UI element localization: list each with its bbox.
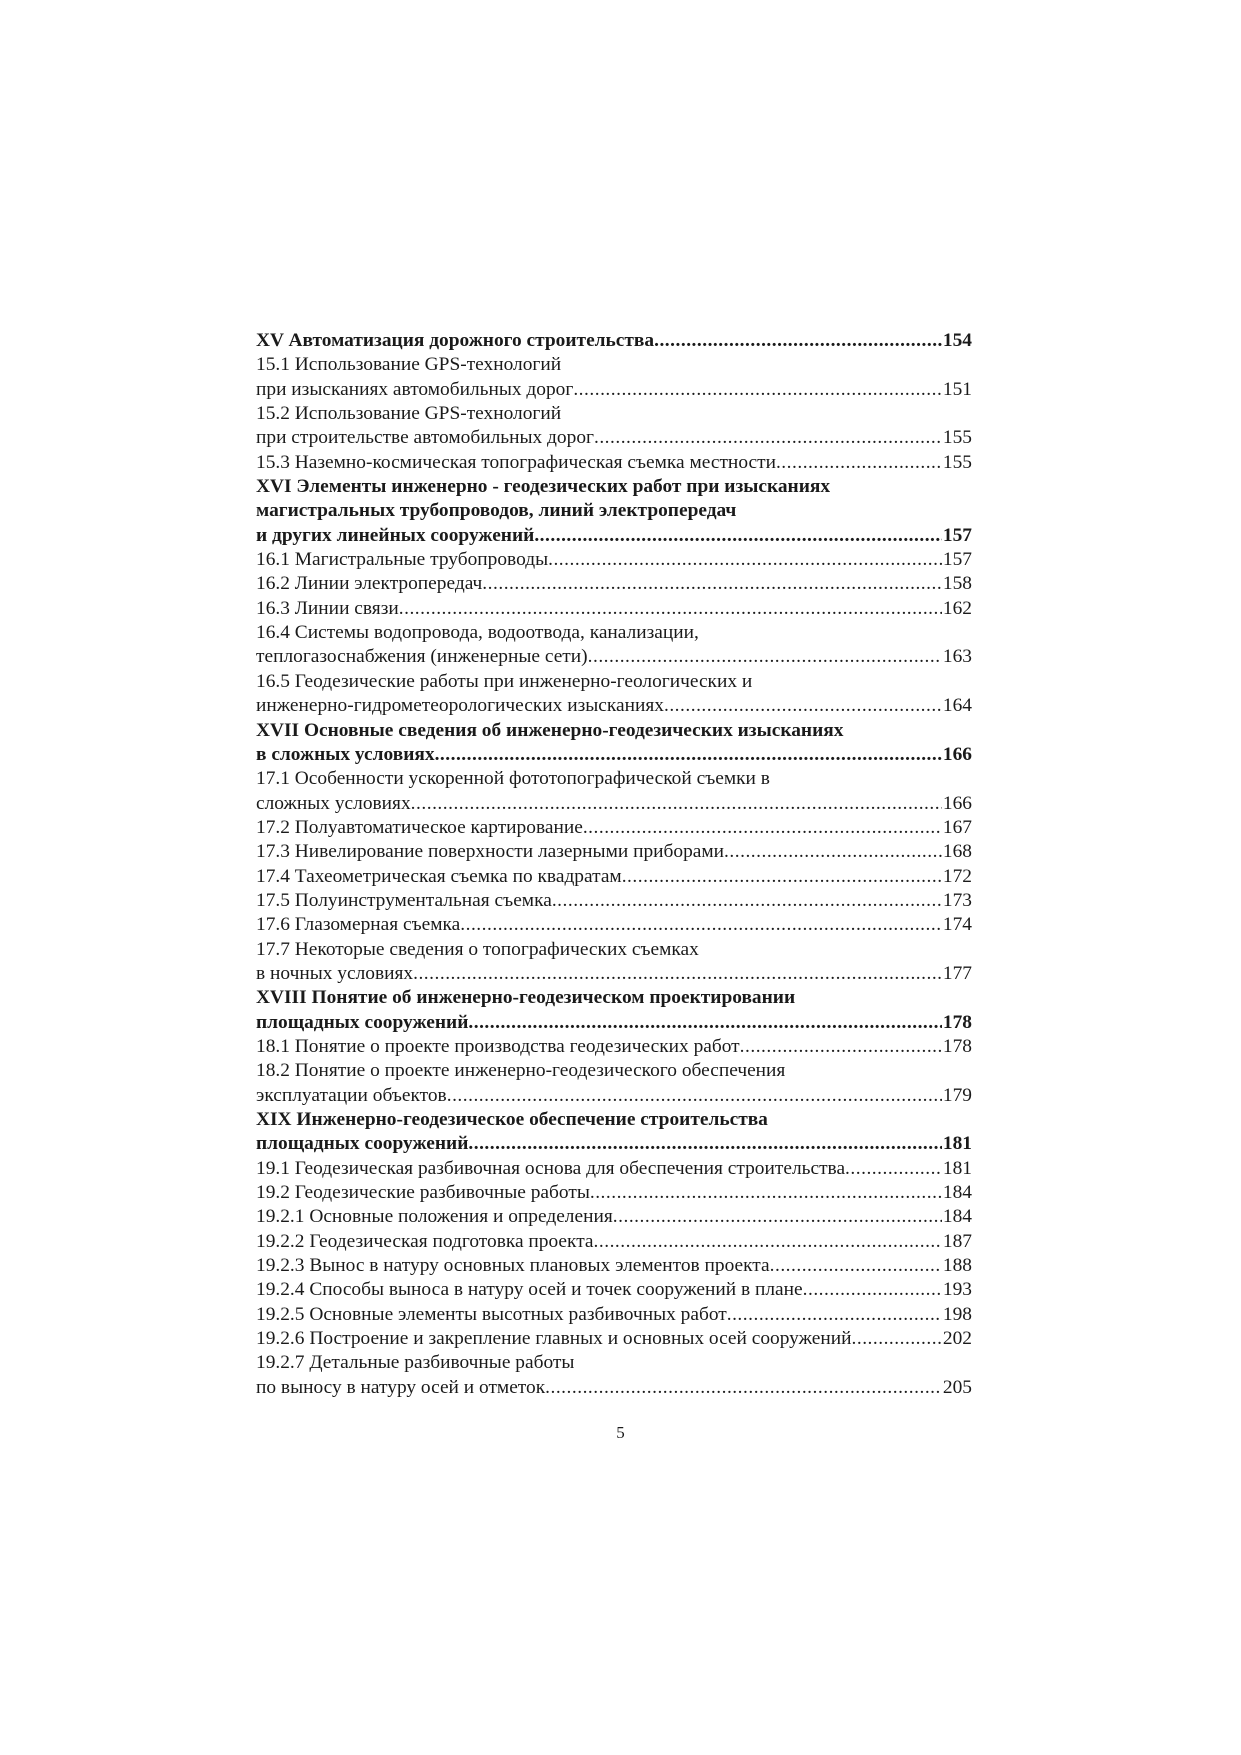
toc-page-number: 178 (942, 1011, 972, 1033)
toc-entry (256, 865, 972, 889)
toc-entry-title: в сложных условиях (256, 743, 435, 765)
toc-entry-continuation (256, 621, 972, 645)
toc-entry-title: 18.1 Понятие о проекте производства геодезических работ (256, 1035, 740, 1057)
toc-leader-dots (583, 816, 942, 840)
toc-entry-title: XVI Элементы инженерно - геодезических работ при изысканиях (256, 476, 831, 498)
toc-entry (256, 1035, 972, 1059)
toc-entry-title: 19.2 Геодезические разбивочные работы (256, 1182, 590, 1204)
toc-entry (256, 1254, 972, 1278)
toc-entry (256, 1157, 972, 1181)
toc-entry-title: 19.2.2 Геодезическая подготовка проекта (256, 1230, 594, 1252)
toc-leader-dots (588, 645, 942, 669)
toc-entry-title: 19.2.5 Основные элементы высотных разбивочных работ (256, 1303, 727, 1325)
toc-entry-title: 16.4 Системы водопровода, водоотвода, канализации, (256, 622, 699, 644)
toc-entry (256, 913, 972, 937)
toc-entry-title: 15.2 Использование GPS-технологий (256, 403, 562, 425)
toc-page-number: 168 (942, 841, 972, 863)
page-number: 5 (616, 1423, 625, 1442)
toc-entry-title: по выносу в натуру осей и отметок (256, 1376, 546, 1398)
toc-leader-dots (776, 451, 942, 475)
toc-entry-title: 16.2 Линии электропередач (256, 573, 483, 595)
toc-entry-continuation (256, 499, 972, 523)
toc-page-number: 155 (942, 427, 972, 449)
toc-entry (256, 451, 972, 475)
toc-entry-title: XIX Инженерно-геодезическое обеспечение строительства (256, 1109, 768, 1130)
toc-entry-title: 19.2.3 Вынос в натуру основных плановых элементов проекта (256, 1255, 770, 1277)
toc-entry (256, 743, 972, 767)
toc-leader-dots (590, 1181, 942, 1205)
toc-entry-continuation (256, 767, 972, 791)
toc-page-number: 177 (942, 962, 972, 984)
toc-entry (256, 840, 972, 864)
toc-leader-dots (594, 1230, 942, 1254)
toc-entry-title: эксплуатации объектов (256, 1084, 447, 1106)
toc-leader-dots (447, 1084, 942, 1108)
toc-entry-continuation (256, 670, 972, 694)
toc-entry-title: и других линейных сооружений (256, 524, 535, 546)
toc-entry-title: 17.1 Особенности ускоренной фототопографической съемки в (256, 768, 770, 790)
toc-leader-dots (399, 597, 942, 621)
toc-leader-dots (803, 1278, 942, 1302)
toc-entry (256, 694, 972, 718)
toc-page-number: 181 (942, 1133, 972, 1155)
toc-entry-title: 15.1 Использование GPS-технологий (256, 354, 562, 376)
toc-page-number: 154 (942, 330, 972, 351)
toc-entry-title: 15.3 Наземно-космическая топографическая съемка местности (256, 451, 776, 473)
toc-entry-title: 17.4 Тахеометрическая съемка по квадратам (256, 865, 622, 887)
toc-entry (256, 524, 972, 548)
toc-entry-title: при строительстве автомобильных дорог (256, 427, 594, 449)
toc-entry-title: 17.5 Полуинструментальная съемка (256, 889, 552, 911)
toc-entry-title: площадных сооружений (256, 1011, 469, 1033)
toc-leader-dots (460, 913, 942, 937)
toc-page-number: 193 (942, 1279, 972, 1301)
toc-leader-dots (435, 743, 942, 767)
toc-page-number: 187 (942, 1230, 972, 1252)
toc-entry-title: сложных условиях (256, 792, 411, 814)
toc-entry-title: XVII Основные сведения об инженерно-геодезических изысканиях (256, 719, 844, 741)
toc-entry (256, 1011, 972, 1035)
toc-entry-title: инженерно-гидрометеорологических изысканиях (256, 695, 664, 717)
toc-entry-title: 16.1 Магистральные трубопроводы (256, 549, 549, 571)
toc-leader-dots (468, 1011, 942, 1035)
toc-entry-title: площадных сооружений (256, 1133, 469, 1155)
toc-leader-dots (613, 1205, 942, 1229)
toc-leader-dots (845, 1157, 942, 1181)
toc-entry-title: 19.2.4 Способы выноса в натуру осей и точек сооружений в плане (256, 1279, 803, 1301)
toc-page-number: 198 (942, 1303, 972, 1325)
toc-entry-title: при изысканиях автомобильных дорог (256, 378, 574, 400)
toc-leader-dots (622, 865, 942, 889)
toc-page-number: 202 (942, 1328, 972, 1350)
toc-entry (256, 1278, 972, 1302)
toc-entry (256, 792, 972, 816)
toc-entry-title: 18.2 Понятие о проекте инженерно-геодезического обеспечения (256, 1060, 786, 1082)
toc-entry-continuation (256, 353, 972, 377)
toc-page-number: 188 (942, 1255, 972, 1277)
toc-entry-title: 16.5 Геодезические работы при инженерно-геологических и (256, 670, 753, 692)
toc-entry-title: 19.1 Геодезическая разбивочная основа для обеспечения строительства (256, 1157, 846, 1179)
toc-entry-continuation (256, 986, 972, 1010)
toc-leader-dots (545, 1376, 942, 1400)
toc-entry-title: 17.7 Некоторые сведения о топографических съемках (256, 938, 699, 960)
toc-leader-dots (552, 889, 942, 913)
toc-entry-continuation (256, 1059, 972, 1083)
toc-entry (256, 1084, 972, 1108)
toc-page-number: 162 (942, 597, 972, 619)
toc-entry (256, 329, 972, 353)
toc-page-number: 166 (942, 743, 972, 765)
toc-entry-title: 19.2.7 Детальные разбивочные работы (256, 1352, 575, 1374)
toc-page-number: 179 (942, 1084, 972, 1106)
toc-entry (256, 1181, 972, 1205)
toc-leader-dots (482, 572, 942, 596)
toc-entry (256, 426, 972, 450)
toc-page-number: 158 (942, 573, 972, 595)
toc-entry (256, 548, 972, 572)
toc-entry-title: 19.2.6 Построение и закрепление главных и основных осей сооружений (256, 1328, 852, 1350)
toc-entry (256, 1205, 972, 1229)
toc-entry (256, 962, 972, 986)
toc-leader-dots (468, 1132, 942, 1156)
toc-entry-continuation (256, 1108, 972, 1132)
toc-page-number: 155 (942, 451, 972, 473)
toc-entry-title: XVIII Понятие об инженерно-геодезическом проектировании (256, 987, 796, 1009)
toc-entry-title: 19.2.1 Основные положения и определения (256, 1206, 613, 1228)
toc-entry (256, 378, 972, 402)
toc-entry-continuation (256, 1351, 972, 1375)
toc-leader-dots (534, 524, 942, 548)
toc-entry-continuation (256, 402, 972, 426)
toc-entry (256, 597, 972, 621)
toc-leader-dots (664, 694, 942, 718)
toc-page-number: 164 (942, 695, 972, 717)
toc-entry-title: 16.3 Линии связи (256, 597, 399, 619)
toc-page-number: 172 (942, 865, 972, 887)
toc-leader-dots (724, 840, 942, 864)
toc-entry (256, 889, 972, 913)
toc-entry-continuation (256, 719, 972, 743)
toc-page-number: 181 (942, 1157, 972, 1179)
toc-leader-dots (727, 1303, 942, 1327)
toc-leader-dots (411, 792, 942, 816)
toc-entry-title: XV Автоматизация дорожного строительства (256, 330, 655, 351)
toc-leader-dots (548, 548, 942, 572)
toc-leader-dots (413, 962, 942, 986)
toc-leader-dots (654, 329, 942, 353)
toc-page-number: 184 (942, 1206, 972, 1228)
toc-entry (256, 1132, 972, 1156)
toc-page-number: 173 (942, 889, 972, 911)
toc-page-number: 178 (942, 1035, 972, 1057)
toc-entry-title: магистральных трубопроводов, линий электропередач (256, 500, 737, 522)
toc-page-number: 167 (942, 816, 972, 838)
toc-leader-dots (573, 378, 942, 402)
toc-entry-title: 17.3 Нивелирование поверхности лазерными приборами (256, 841, 725, 863)
toc-page-number: 151 (942, 378, 972, 400)
toc-page-number: 205 (942, 1376, 972, 1398)
toc-entry (256, 1230, 972, 1254)
toc-entry (256, 816, 972, 840)
toc-page-number: 163 (942, 646, 972, 668)
toc-entry (256, 1327, 972, 1351)
toc-entry (256, 645, 972, 669)
toc-page-number: 157 (942, 549, 972, 571)
toc-entry-title: в ночных условиях (256, 962, 414, 984)
toc-entry (256, 572, 972, 596)
toc-entry (256, 1376, 972, 1400)
toc-leader-dots (594, 426, 942, 450)
toc-entry-title: 17.6 Глазомерная съемка (256, 914, 461, 936)
table-of-contents (256, 329, 972, 1400)
toc-leader-dots (770, 1254, 942, 1278)
toc-entry-continuation (256, 938, 972, 962)
toc-page-number: 157 (942, 524, 972, 546)
toc-entry-title: 17.2 Полуавтоматическое картирование (256, 816, 583, 838)
toc-leader-dots (740, 1035, 942, 1059)
toc-entry-continuation (256, 475, 972, 499)
toc-page-number: 184 (942, 1182, 972, 1204)
toc-page-number: 166 (942, 792, 972, 814)
toc-leader-dots (852, 1327, 942, 1351)
toc-page-number: 174 (942, 914, 972, 936)
toc-entry (256, 1303, 972, 1327)
toc-entry-title: теплогазоснабжения (инженерные сети) (256, 646, 588, 668)
